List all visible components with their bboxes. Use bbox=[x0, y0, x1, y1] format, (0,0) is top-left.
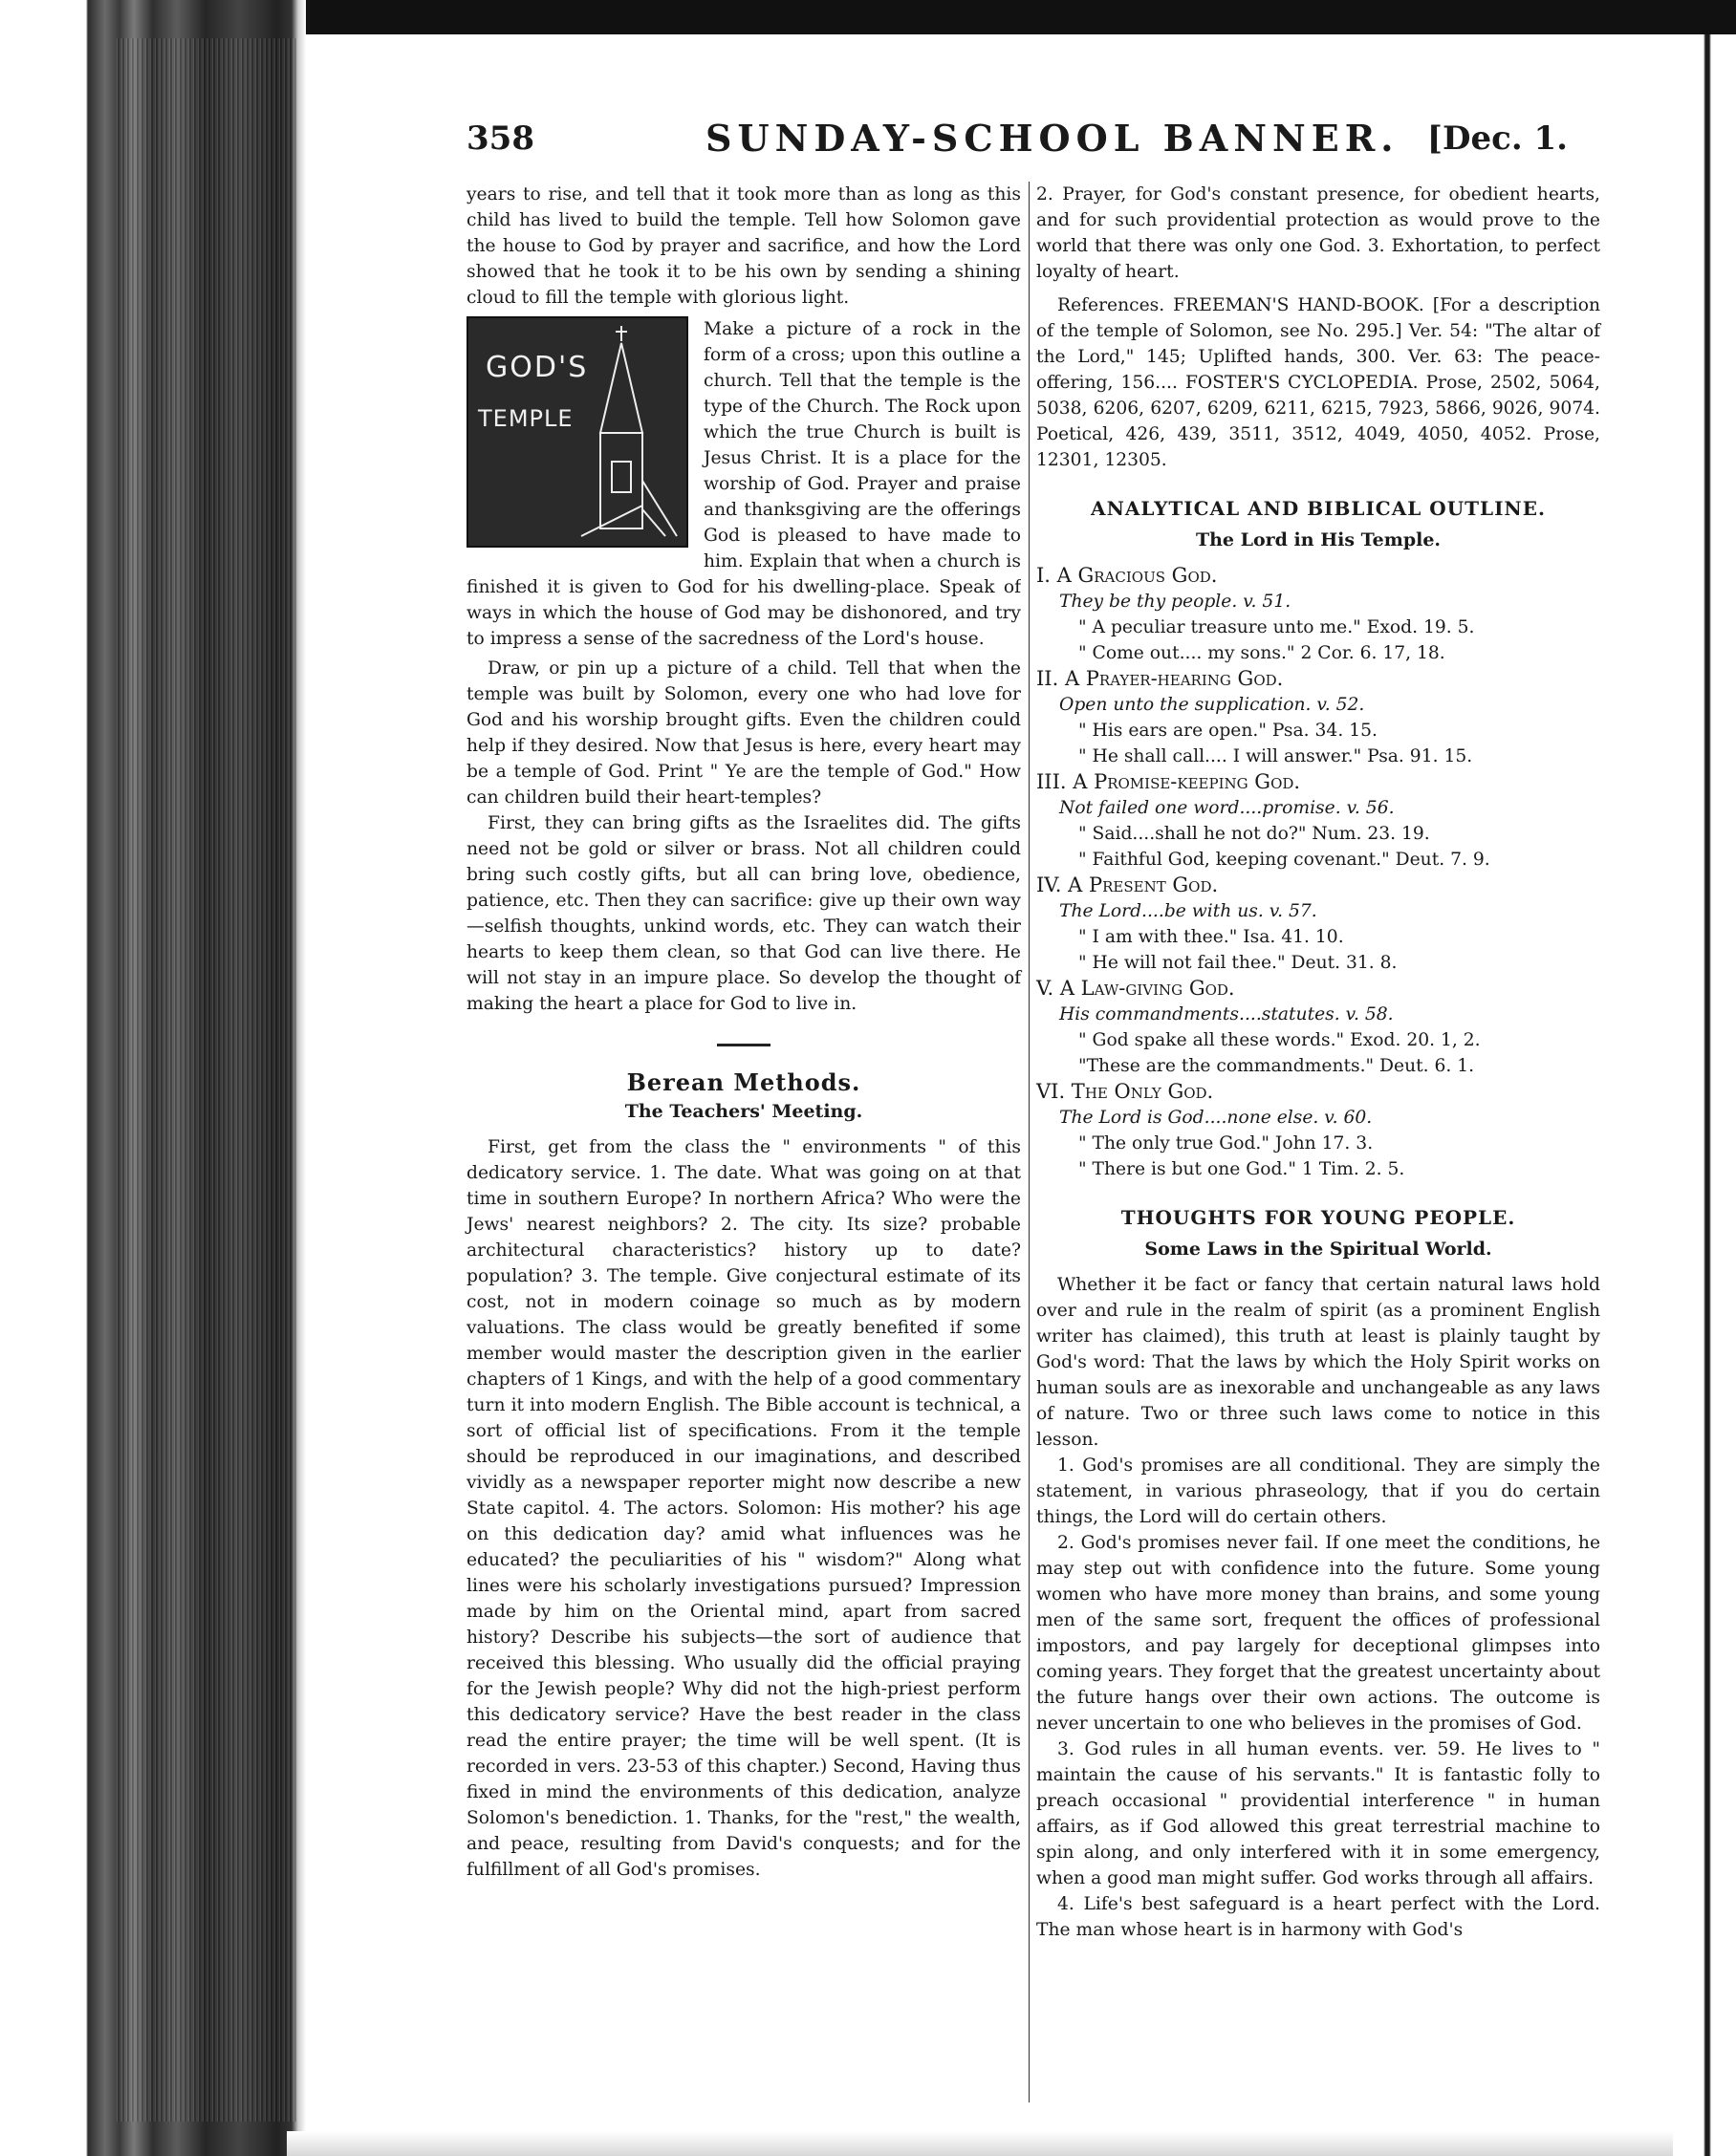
paragraph: Make a picture of a rock in the form of a cross; upon this outline a church. Tell that the temple is the type of the Church. The Rock upon which the true Church is built is Jesus Christ. It is a place for the worship of God. Prayer and praise and thanksgiving are the offerings God is pleased to have made to him. Explain that when a church is finished it is given to God for his dwelling-place. Speak of ways in which the house of God may be dishonored, and try to impress a sense of the sacredness of the Lord's house. bbox=[467, 319, 1021, 649]
running-header bbox=[459, 115, 1568, 172]
outline-heading: V. A Law-giving God. bbox=[1036, 977, 1235, 1000]
outline-subtitle: The Lord in His Temple. bbox=[1195, 529, 1442, 550]
figure-caption-line-1: GOD'S bbox=[486, 351, 589, 384]
outline-reference: " I am with thee." Isa. 41. 10. bbox=[1078, 927, 1344, 947]
book-page-edges bbox=[0, 0, 306, 2156]
references-paragraph: References. FREEMAN'S HAND-BOOK. [For a description of the temple of Solomon, see No. 295.] Ver. 54: "The altar of the Lord," 145; Uplifted hands, 300. Ver. 63: The peace-offering, 156.... FOSTER'S CYCLOPEDIA. Prose, 2502, 5064, 5038, 6206, 6207, 6209, 6211, 6215, 7923, 5866, 9026, 9074. Poetical, 426, 439, 3511, 3512, 4049, 4050, 4052. Prose, 12301, 12305. bbox=[1036, 295, 1600, 470]
scan-right-edge bbox=[1660, 34, 1736, 2156]
outline-heading: I. A Gracious God. bbox=[1036, 564, 1218, 587]
outline-title: ANALYTICAL AND BIBLICAL OUTLINE. bbox=[1091, 497, 1546, 520]
paragraph: Draw, or pin up a picture of a child. Tell that when the temple was built by Solomon, every one who had love for God and his worship brought gifts. Even the children could help if they desired. Now that Jesus is here, every heart may be a temple of God. Print " Ye are the temple of God." How can children build their heart-temples? bbox=[467, 658, 1021, 808]
page-number: 358 bbox=[467, 119, 534, 158]
fore-edge-texture bbox=[117, 38, 298, 2122]
figure-caption-line-2: TEMPLE bbox=[478, 405, 574, 432]
paragraph: 3. God rules in all human events. ver. 59. He lives to " maintain the cause of his servants." It is fantastic folly to preach occasional " providential interference " in human affairs, as if God allowed this great terrestrial machine to spin along, and only interfered with it in some emergency, when a good man might suffer. God works through all affairs. bbox=[1036, 1739, 1600, 1888]
figure-block bbox=[467, 316, 1021, 652]
outline-text: Open unto the supplication. v. 52. bbox=[1059, 695, 1365, 715]
outline-text: Not failed one word....promise. v. 56. bbox=[1059, 798, 1395, 818]
outline-text: The Lord....be with us. v. 57. bbox=[1059, 901, 1317, 921]
outline-reference: " Faithful God, keeping covenant." Deut. 7. 9. bbox=[1078, 850, 1490, 870]
section-rule bbox=[717, 1044, 770, 1046]
outline-text: The Lord is God....none else. v. 60. bbox=[1059, 1108, 1373, 1128]
paragraph: years to rise, and tell that it took more than as long as this child has lived to build the temple. Tell how Solomon gave the house to God by prayer and sacrifice, and how the Lord showed that he took it to be his own by sending a shining cloud to fill the temple with glorious light. bbox=[467, 184, 1021, 308]
paragraph: 1. God's promises are all conditional. They are simply the statement, in various phraseology, that if you do certain things, the Lord will do certain others. bbox=[1036, 1455, 1600, 1527]
outline-text: His commandments....statutes. v. 58. bbox=[1059, 1004, 1394, 1024]
outline-heading: VI. The Only God. bbox=[1036, 1080, 1214, 1103]
outline-reference: " God spake all these words." Exod. 20. 1, 2. bbox=[1078, 1030, 1481, 1050]
column-divider bbox=[1029, 182, 1030, 2102]
outline-reference: " His ears are open." Psa. 34. 15. bbox=[1078, 721, 1378, 741]
right-column bbox=[1036, 182, 1600, 1943]
outline-reference: " Said....shall he not do?" Num. 23. 19. bbox=[1078, 824, 1430, 844]
thoughts-title: THOUGHTS FOR YOUNG PEOPLE. bbox=[1120, 1206, 1516, 1229]
journal-title: SUNDAY-SCHOOL BANNER. bbox=[705, 117, 1400, 160]
issue-date: [Dec. 1. bbox=[1426, 119, 1568, 158]
outline-heading: II. A Prayer-hearing God. bbox=[1036, 667, 1284, 690]
book-page bbox=[459, 115, 1606, 2102]
outline-reference: " He will not fail thee." Deut. 31. 8. bbox=[1078, 953, 1398, 973]
outline-heading: III. A Promise-keeping God. bbox=[1036, 770, 1301, 793]
outline-reference: " There is but one God." 1 Tim. 2. 5. bbox=[1078, 1159, 1405, 1179]
section-title: Berean Methods. bbox=[626, 1068, 861, 1096]
section-subtitle: The Teachers' Meeting. bbox=[624, 1101, 863, 1122]
paragraph: 2. Prayer, for God's constant presence, for obedient hearts, and for such providential protection as would prove to the world that there was only one God. 3. Exhortation, to perfect loyalty of heart. bbox=[1036, 184, 1600, 282]
outline-reference: " The only true God." John 17. 3. bbox=[1078, 1133, 1374, 1153]
outline-reference: " A peculiar treasure unto me." Exod. 19. 5. bbox=[1078, 617, 1475, 637]
outline-reference: " Come out.... my sons." 2 Cor. 6. 17, 18. bbox=[1078, 643, 1445, 663]
outline-reference: "These are the commandments." Deut. 6. 1. bbox=[1078, 1056, 1475, 1076]
paragraph: 4. Life's best safeguard is a heart perfect with the Lord. The man whose heart is in harmony with God's bbox=[1036, 1894, 1600, 1940]
paragraph: First, they can bring gifts as the Israelites did. The gifts need not be gold or silver or brass. Not all children could bring such costly gifts, but all can bring love, obedience, patience, etc. Then they can sacrifice: give up their own way—selfish thoughts, unkind words, etc. They can watch their hearts to keep them clean, so that God can live there. He will not stay in an impure place. So develop the thought of making the heart a place for God to live in. bbox=[467, 813, 1021, 1014]
paragraph: 2. God's promises never fail. If one meet the conditions, he may step out with confidence into the future. Some young women who have more money than brains, and some young men of the same sort, frequent the offices of professional impostors, and pay largely for deceptional glimpses into coming years. They forget that the greatest uncertainty about the future hangs over their own actions. The outcome is never uncertain to one who believes in the promises of God. bbox=[1036, 1533, 1600, 1734]
outline-reference: " He shall call.... I will answer." Psa. 91. 15. bbox=[1078, 746, 1473, 766]
gods-temple-illustration bbox=[467, 316, 688, 548]
thoughts-subtitle: Some Laws in the Spiritual World. bbox=[1144, 1239, 1492, 1260]
paragraph: First, get from the class the " environments " of this dedicatory service. 1. The date. What was going on at that time in southern Europe? In northern Africa? Who were the Jews' nearest neighbors? 2. The city. Its size? probable architectural characteristics? history up to date? population? 3. The temple. Give conjectural estimate of its cost, not in modern coinage so much as by modern valuations. The class would be greatly benefited if some member would master the description given in the earlier chapters of 1 Kings, and with the help of a good commentary turn it into modern English. The Bible account is technical, a sort of official list of specifications. From it the temple should be reproduced in our imaginations, and described vividly as a newspaper reporter might now describe a new State capitol. 4. The actors. Solomon: His mother? his age on this dedication day? amid what influences was he educated? the peculiarities of his " wisdom?" Along what lines were his scholarly investigations pursued? Impression made by him on the Oriental mind, apart from sacred history? Describe his subjects—the sort of audience that received this blessing. Who usually did the official praying for the Jewish people? Why did not the high-priest perform this dedicatory service? Have the best reader in the class read the entire prayer; the time will be well spent. (It is recorded in vers. 23-53 of this chapter.) Second, Having thus fixed in mind the environments of this dedication, analyze Solomon's benediction. 1. Thanks, for the "rest," the wealth, and peace, resulting from David's conquests; and for the fulfillment of all God's promises. bbox=[467, 1137, 1021, 1880]
outline-list bbox=[1036, 563, 1600, 1182]
paragraph: Whether it be fact or fancy that certain natural laws hold over and rule in the realm of spirit (as a prominent English writer has claimed), this truth at least is plainly taught by God's word: That the laws by which the Holy Spirit works on human souls are as inexorable and unchangeable as any laws of nature. Two or three such laws come to notice in this lesson. bbox=[1036, 1275, 1600, 1450]
left-column bbox=[467, 182, 1021, 1883]
outline-heading: IV. A Present God. bbox=[1036, 873, 1219, 896]
outline-text: They be thy people. v. 51. bbox=[1059, 592, 1291, 612]
scan-bottom-edge bbox=[287, 2131, 1673, 2156]
